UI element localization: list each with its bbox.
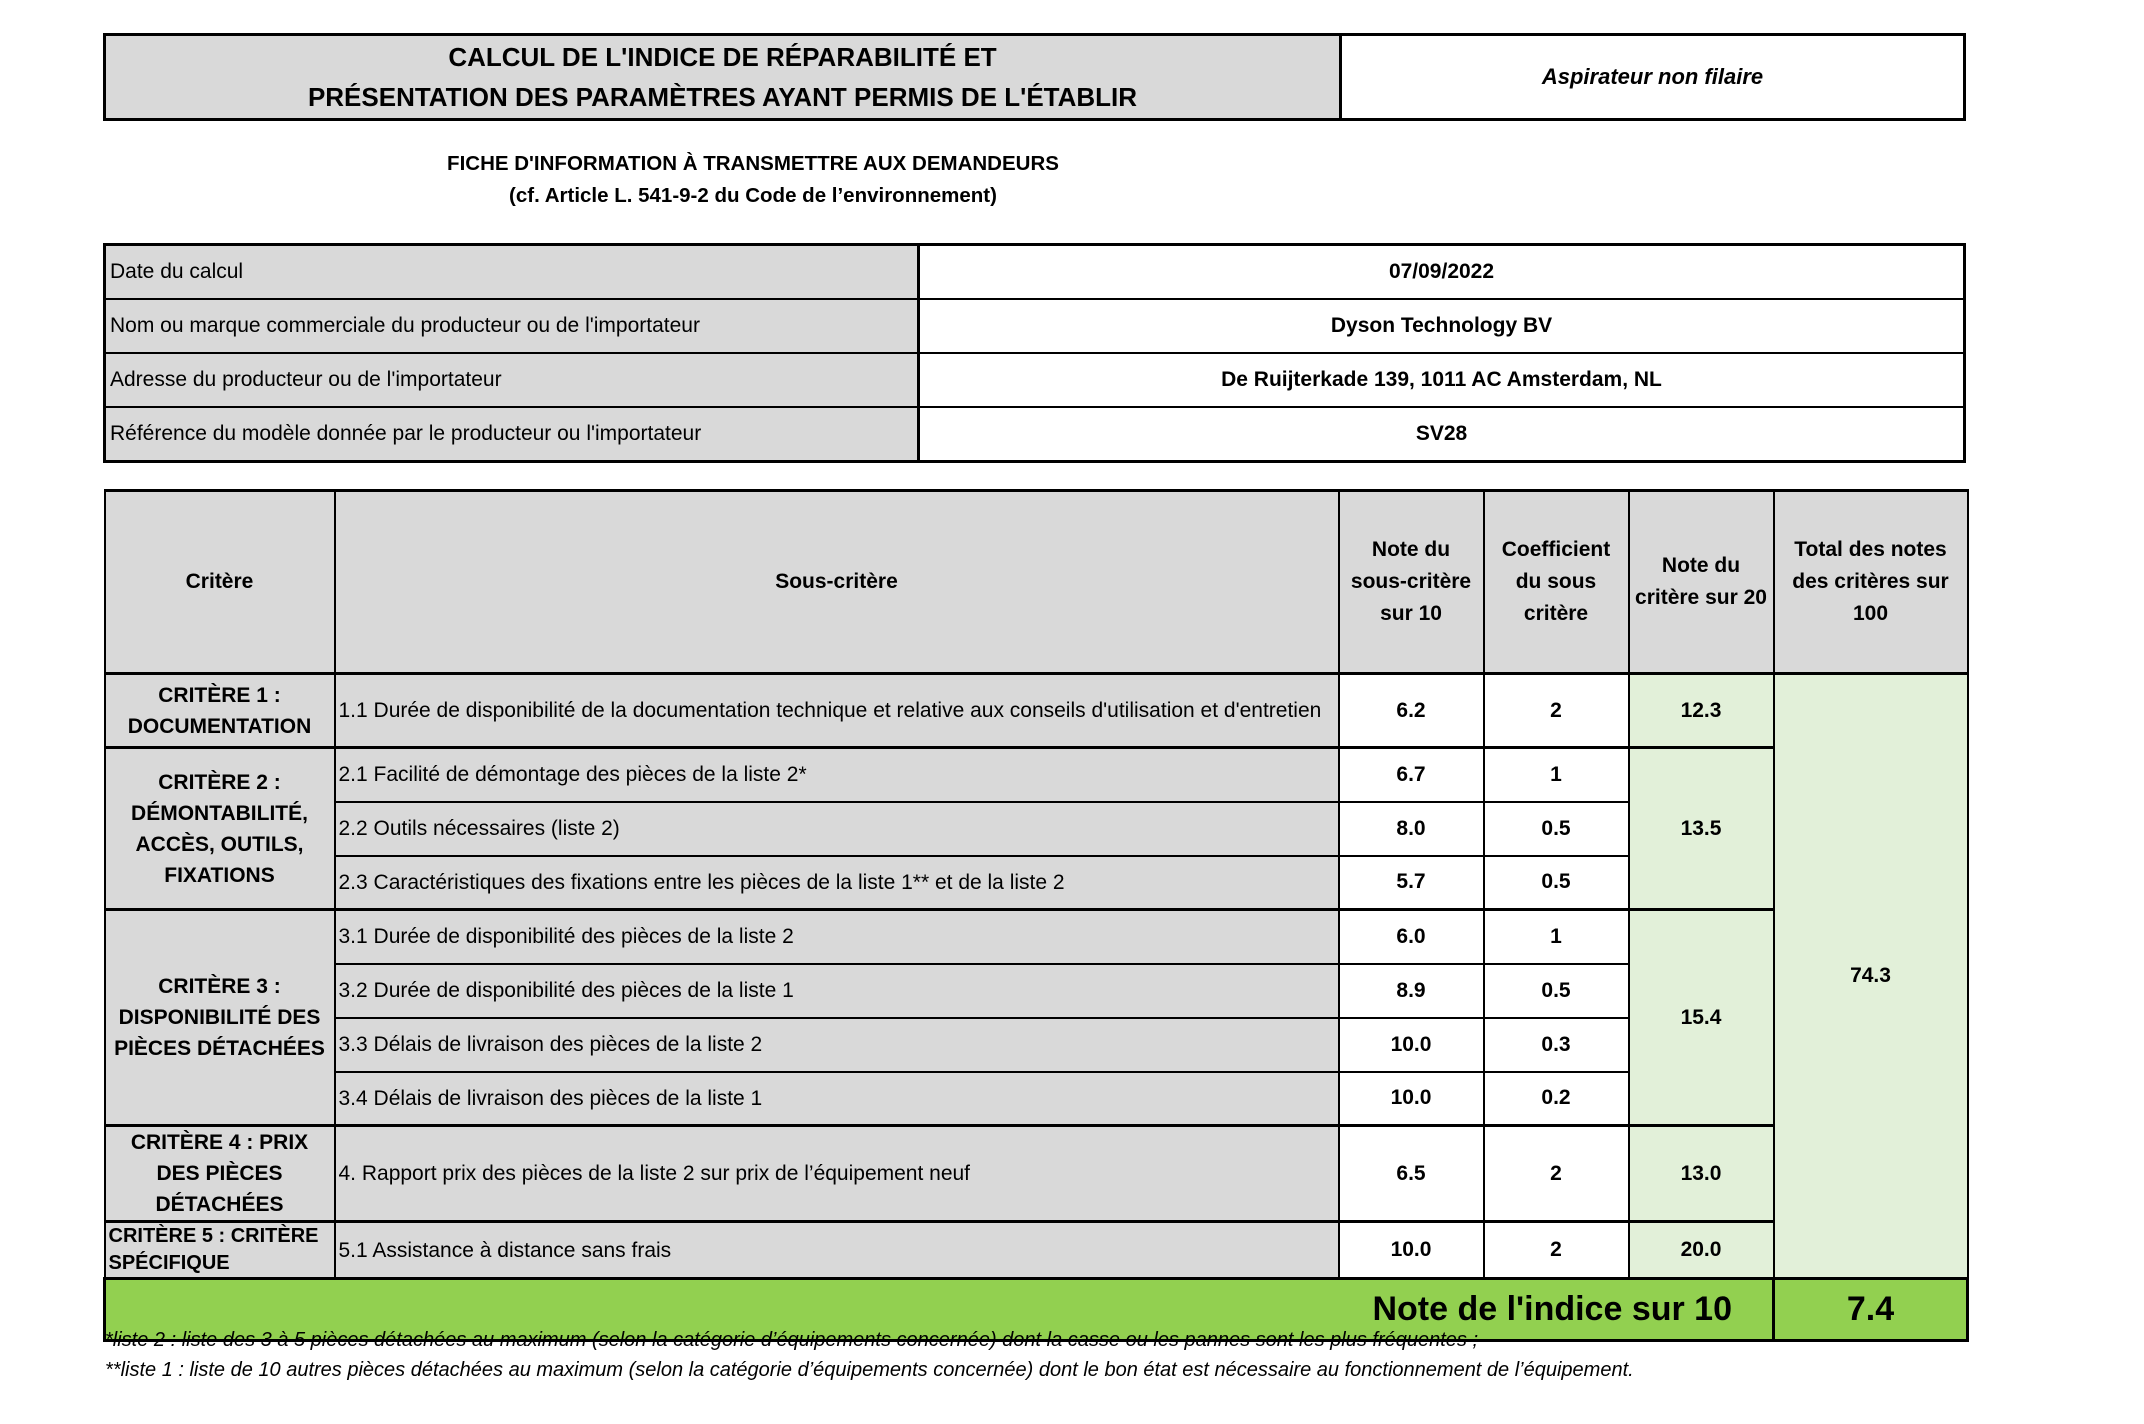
criterion-name: CRITÈRE 5 : CRITÈRE SPÉCIFIQUE bbox=[105, 1222, 335, 1279]
sub-criterion-label: 4. Rapport prix des pièces de la liste 2 sur prix de l’équipement neuf bbox=[335, 1126, 1339, 1222]
footnotes bbox=[105, 1325, 1955, 1385]
info-value: 07/09/2022 bbox=[919, 245, 1965, 300]
criterion-name: CRITÈRE 4 : PRIX DES PIÈCES DÉTACHÉES bbox=[105, 1126, 335, 1222]
info-row bbox=[105, 245, 1965, 300]
column-header-note-critere: Note du critère sur 20 bbox=[1629, 491, 1774, 674]
criterion-name: CRITÈRE 1 : DOCUMENTATION bbox=[105, 674, 335, 748]
column-header-sous-critere: Sous-critère bbox=[335, 491, 1339, 674]
sub-criterion-label: 3.2 Durée de disponibilité des pièces de la liste 1 bbox=[335, 964, 1339, 1018]
document-header bbox=[103, 33, 1966, 121]
sheet-subtitle bbox=[103, 148, 1403, 212]
info-value: Dyson Technology BV bbox=[919, 299, 1965, 353]
criterion-score: 20.0 bbox=[1629, 1222, 1774, 1279]
criterion-name: CRITÈRE 2 : DÉMONTABILITÉ, ACCÈS, OUTILS, FIXATIONS bbox=[105, 748, 335, 910]
info-row bbox=[105, 407, 1965, 462]
sub-criterion-coefficient: 2 bbox=[1484, 1126, 1629, 1222]
info-label: Nom ou marque commerciale du producteur ou de l'importateur bbox=[105, 299, 919, 353]
info-value: SV28 bbox=[919, 407, 1965, 462]
info-label: Référence du modèle donnée par le producteur ou l'importateur bbox=[105, 407, 919, 462]
document-title bbox=[106, 36, 1342, 118]
sub-criterion-score: 10.0 bbox=[1339, 1222, 1484, 1279]
table-row bbox=[105, 674, 1968, 748]
repairability-scores-table bbox=[103, 489, 1969, 1342]
info-row bbox=[105, 299, 1965, 353]
sub-criterion-score: 10.0 bbox=[1339, 1072, 1484, 1126]
sub-criterion-label: 2.2 Outils nécessaires (liste 2) bbox=[335, 802, 1339, 856]
final-score-label: Note de l'indice sur 10 bbox=[105, 1279, 1774, 1341]
info-row bbox=[105, 353, 1965, 407]
sub-criterion-coefficient: 1 bbox=[1484, 748, 1629, 802]
table-header-row bbox=[105, 491, 1968, 674]
producer-info-table bbox=[103, 243, 1966, 463]
subtitle-line-1: FICHE D'INFORMATION À TRANSMETTRE AUX DEMANDEURS bbox=[447, 152, 1059, 175]
table-row bbox=[105, 748, 1968, 802]
column-header-coefficient: Coefficient du sous critère bbox=[1484, 491, 1629, 674]
sub-criterion-label: 2.1 Facilité de démontage des pièces de la liste 2* bbox=[335, 748, 1339, 802]
sub-criterion-label: 1.1 Durée de disponibilité de la documentation technique et relative aux conseils d'utilisation et d'entretien bbox=[335, 674, 1339, 748]
sub-criterion-label: 2.3 Caractéristiques des fixations entre les pièces de la liste 1** et de la liste 2 bbox=[335, 856, 1339, 910]
title-line-1: CALCUL DE L'INDICE DE RÉPARABILITÉ ET bbox=[448, 42, 997, 72]
sub-criterion-label: 3.1 Durée de disponibilité des pièces de la liste 2 bbox=[335, 910, 1339, 964]
criterion-score: 13.5 bbox=[1629, 748, 1774, 910]
sub-criterion-score: 6.7 bbox=[1339, 748, 1484, 802]
sub-criterion-coefficient: 0.5 bbox=[1484, 856, 1629, 910]
criterion-score: 13.0 bbox=[1629, 1126, 1774, 1222]
sub-criterion-coefficient: 2 bbox=[1484, 674, 1629, 748]
footnote-liste-1: **liste 1 : liste de 10 autres pièces détachées au maximum (selon la catégorie d’équipements concernée) dont le bon état est nécessaire au fonctionnement de l’équipement. bbox=[105, 1359, 1634, 1381]
sub-criterion-score: 6.2 bbox=[1339, 674, 1484, 748]
table-row bbox=[105, 910, 1968, 964]
table-row bbox=[105, 1126, 1968, 1222]
sub-criterion-coefficient: 2 bbox=[1484, 1222, 1629, 1279]
product-category: Aspirateur non filaire bbox=[1541, 64, 1764, 89]
info-label: Adresse du producteur ou de l'importateur bbox=[105, 353, 919, 407]
info-value: De Ruijterkade 139, 1011 AC Amsterdam, NL bbox=[919, 353, 1965, 407]
sub-criterion-label: 5.1 Assistance à distance sans frais bbox=[335, 1222, 1339, 1279]
sub-criterion-coefficient: 1 bbox=[1484, 910, 1629, 964]
final-score-value: 7.4 bbox=[1774, 1279, 1968, 1341]
subtitle-line-2: (cf. Article L. 541-9-2 du Code de l’environnement) bbox=[509, 184, 997, 207]
sub-criterion-score: 5.7 bbox=[1339, 856, 1484, 910]
column-header-note-sous-critere: Note du sous-critère sur 10 bbox=[1339, 491, 1484, 674]
sub-criterion-label: 3.3 Délais de livraison des pièces de la liste 2 bbox=[335, 1018, 1339, 1072]
sub-criterion-score: 8.9 bbox=[1339, 964, 1484, 1018]
column-header-critere: Critère bbox=[105, 491, 335, 674]
total-score: 74.3 bbox=[1774, 674, 1968, 1279]
criterion-score: 15.4 bbox=[1629, 910, 1774, 1126]
sub-criterion-coefficient: 0.5 bbox=[1484, 802, 1629, 856]
sub-criterion-score: 6.5 bbox=[1339, 1126, 1484, 1222]
table-row bbox=[105, 1222, 1968, 1279]
sub-criterion-score: 10.0 bbox=[1339, 1018, 1484, 1072]
criterion-name: CRITÈRE 3 : DISPONIBILITÉ DES PIÈCES DÉTACHÉES bbox=[105, 910, 335, 1126]
sub-criterion-coefficient: 0.5 bbox=[1484, 964, 1629, 1018]
criterion-score: 12.3 bbox=[1629, 674, 1774, 748]
sub-criterion-coefficient: 0.3 bbox=[1484, 1018, 1629, 1072]
sub-criterion-coefficient: 0.2 bbox=[1484, 1072, 1629, 1126]
footnote-liste-2: *liste 2 : liste des 3 à 5 pièces détachées au maximum (selon la catégorie d’équipements concernée) dont la casse ou les pannes sont les plus fréquentes ; bbox=[105, 1329, 1479, 1351]
sub-criterion-label: 3.4 Délais de livraison des pièces de la liste 1 bbox=[335, 1072, 1339, 1126]
sub-criterion-score: 8.0 bbox=[1339, 802, 1484, 856]
title-line-2: PRÉSENTATION DES PARAMÈTRES AYANT PERMIS DE L'ÉTABLIR bbox=[307, 82, 1138, 112]
column-header-total: Total des notes des critères sur 100 bbox=[1774, 491, 1968, 674]
info-label: Date du calcul bbox=[105, 245, 919, 300]
sub-criterion-score: 6.0 bbox=[1339, 910, 1484, 964]
